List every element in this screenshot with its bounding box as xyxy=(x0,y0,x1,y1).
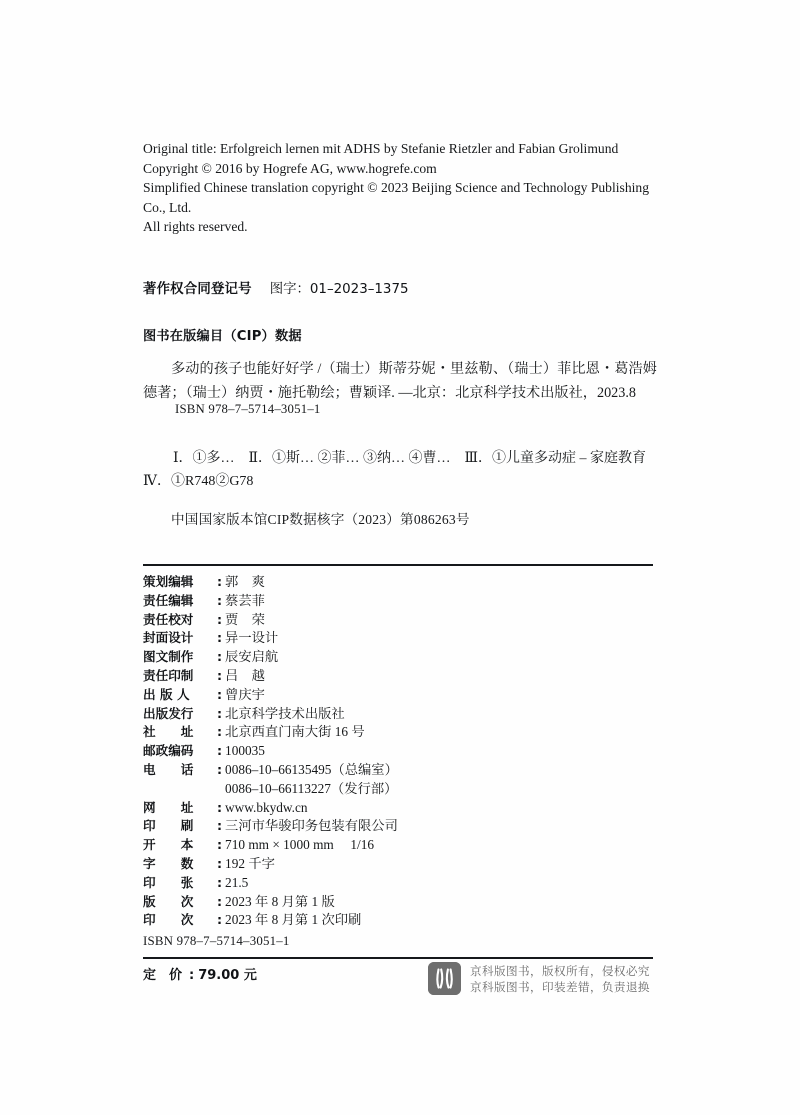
colophon-row-value: 三河市华骏印务包装有限公司 xyxy=(225,818,398,834)
colophon-row-label: 字 数 xyxy=(143,855,194,871)
colophon-row-value: 辰安启航 xyxy=(225,649,279,665)
colophon-row-colon: : xyxy=(217,799,223,815)
cip-heading: 图书在版编目（CIP）数据 xyxy=(143,329,302,344)
colophon-row xyxy=(143,780,573,799)
colophon-row xyxy=(143,611,573,630)
colophon-row-value: 蔡芸菲 xyxy=(225,592,265,608)
rights-line-copyright: Copyright © 2016 by Hogrefe AG, www.hogrefe.com xyxy=(143,160,437,176)
colophon-row-colon: : xyxy=(217,667,223,683)
colophon-row xyxy=(143,799,573,818)
colophon-row-colon: : xyxy=(217,912,223,928)
colophon-row-colon: : xyxy=(217,649,223,665)
rights-line-original-title: Original title: Erfolgreich lernen mit ADHS by Stefanie Rietzler and Fabian Grolimund xyxy=(143,141,619,156)
colophon-row xyxy=(143,893,573,912)
colophon-row-label: 责任印制 xyxy=(143,667,194,683)
colophon-row-value: 710 mm × 1000 mm 1/16 xyxy=(225,837,375,853)
rights-line-translation-copyright: Simplified Chinese translation copyright © 2023 Beijing Science and Technology Publishing Co., Ltd. xyxy=(143,180,649,215)
colophon-row-label: 版 次 xyxy=(143,893,194,909)
cip-classification-line-2: Ⅳ．①R748②G78 xyxy=(143,474,254,489)
colophon-row-value: 0086–10–66135495（总编室） xyxy=(225,761,398,777)
colophon-row-value: 2023 年 8 月第 1 版 xyxy=(225,893,335,909)
colophon-row-colon: : xyxy=(217,630,223,646)
price-row xyxy=(143,964,257,983)
colophon-row-value: 郭 爽 xyxy=(225,574,265,589)
footer-notice-line-2: 京科版图书，印装差错，负责退换 xyxy=(470,979,650,994)
colophon-row-label: 图文制作 xyxy=(143,649,194,665)
colophon-row-label: 邮政编码 xyxy=(143,743,194,759)
colophon-row-colon: : xyxy=(217,818,223,834)
colophon-row-label: 开 本 xyxy=(143,837,194,853)
colophon-row xyxy=(143,911,573,930)
colophon-isbn: ISBN 978–7–5714–3051–1 xyxy=(143,934,290,948)
cip-body-text: 多动的孩子也能好好学 /（瑞士）斯蒂芬妮・里兹勒、（瑞士）菲比恩・葛浩姆德著；（瑞士）纳贾・施托勒绘；曹颖译. —北京：北京科学技术出版社，2023.8 xyxy=(143,361,657,401)
colophon-row-label: 出 版 人 xyxy=(143,686,190,702)
colophon-row xyxy=(143,592,573,611)
english-rights-block xyxy=(143,139,655,237)
colophon-row-value: 吕 越 xyxy=(225,667,265,683)
colophon-row-label: 印 张 xyxy=(143,874,194,890)
colophon-row-value: 曾庆宇 xyxy=(225,686,265,702)
rights-line-all-rights-reserved: All rights reserved. xyxy=(143,219,248,235)
colophon-row-value: 北京西直门南大街 16 号 xyxy=(225,724,365,740)
cip-verification-number: 中国国家版本馆CIP数据核字（2023）第086263号 xyxy=(171,512,470,527)
colophon-row-colon: : xyxy=(217,743,223,759)
divider-top xyxy=(143,564,653,566)
colophon-row xyxy=(143,705,573,724)
colophon-row-value: 北京科学技术出版社 xyxy=(225,705,345,721)
colophon-row-colon: : xyxy=(217,724,223,740)
colophon-row-label: 印 次 xyxy=(143,912,194,928)
colophon-row-value: 2023 年 8 月第 1 次印刷 xyxy=(225,912,362,928)
contract-number: 图字：01–2023–1375 xyxy=(269,282,409,297)
footer-notice-line-1: 京科版图书，版权所有，侵权必究 xyxy=(470,963,650,978)
colophon-row-label: 印 刷 xyxy=(143,818,194,834)
colophon-row xyxy=(143,836,573,855)
colophon-row-colon: : xyxy=(217,574,223,589)
divider-bottom xyxy=(143,957,653,959)
price-label: 定 价 xyxy=(143,968,183,983)
colophon-row-label: 责任编辑 xyxy=(143,592,194,608)
colophon-row-value: 21.5 xyxy=(225,874,249,890)
colophon-row-colon: : xyxy=(217,705,223,721)
colophon-row-label: 电 话 xyxy=(143,761,194,777)
colophon-row-value: www.bkydw.cn xyxy=(225,799,308,815)
cip-classification xyxy=(143,447,657,493)
price-value: 79.00 元 xyxy=(198,968,257,983)
colophon-row-value: 0086–10–66113227（发行部） xyxy=(225,780,398,796)
colophon-row-colon: : xyxy=(217,686,223,702)
colophon-row-label: 封面设计 xyxy=(143,630,194,646)
colophon-row xyxy=(143,761,573,780)
copyright-contract-registration xyxy=(143,278,409,297)
colophon-row-colon: : xyxy=(217,874,223,890)
colophon-row-colon: : xyxy=(217,837,223,853)
colophon-row xyxy=(143,686,573,705)
cip-body xyxy=(143,358,657,405)
colophon-row-colon: : xyxy=(217,592,223,608)
colophon-list xyxy=(143,573,573,930)
colophon-row xyxy=(143,742,573,761)
colophon-row xyxy=(143,629,573,648)
colophon-row-label: 出版发行 xyxy=(143,705,194,721)
colophon-row-value: 100035 xyxy=(225,743,265,759)
colophon-row-colon: : xyxy=(217,893,223,909)
colophon-row-label: 网 址 xyxy=(143,799,194,815)
colophon-row xyxy=(143,855,573,874)
colophon-row-colon: : xyxy=(217,855,223,871)
contract-label: 著作权合同登记号 xyxy=(143,282,252,297)
cip-isbn: ISBN 978–7–5714–3051–1 xyxy=(175,402,321,416)
footer-notice xyxy=(428,962,650,995)
colophon-row-colon: : xyxy=(217,761,223,777)
colophon-row-value: 异一设计 xyxy=(225,630,279,646)
colophon-row-label: 策划编辑 xyxy=(143,574,194,589)
colophon-row xyxy=(143,817,573,836)
colophon-row-colon: : xyxy=(217,611,223,627)
colophon-row xyxy=(143,573,573,592)
footer-notice-text xyxy=(470,963,650,995)
colophon-row xyxy=(143,723,573,742)
jingke-publisher-logo-icon xyxy=(428,962,461,995)
colophon-row xyxy=(143,667,573,686)
colophon-row-value: 贾 荣 xyxy=(225,611,265,627)
colophon-row-label: 社 址 xyxy=(143,724,194,740)
colophon-row xyxy=(143,648,573,667)
cip-classification-line-1: Ⅰ．①多… Ⅱ．①斯… ②菲… ③纳… ④曹… Ⅲ．①儿童多动症 – 家庭教育 xyxy=(173,451,647,466)
colophon-row-value: 192 千字 xyxy=(225,855,275,871)
colophon-row xyxy=(143,874,573,893)
colophon-row-label: 责任校对 xyxy=(143,611,194,627)
price-colon: : xyxy=(189,968,195,983)
